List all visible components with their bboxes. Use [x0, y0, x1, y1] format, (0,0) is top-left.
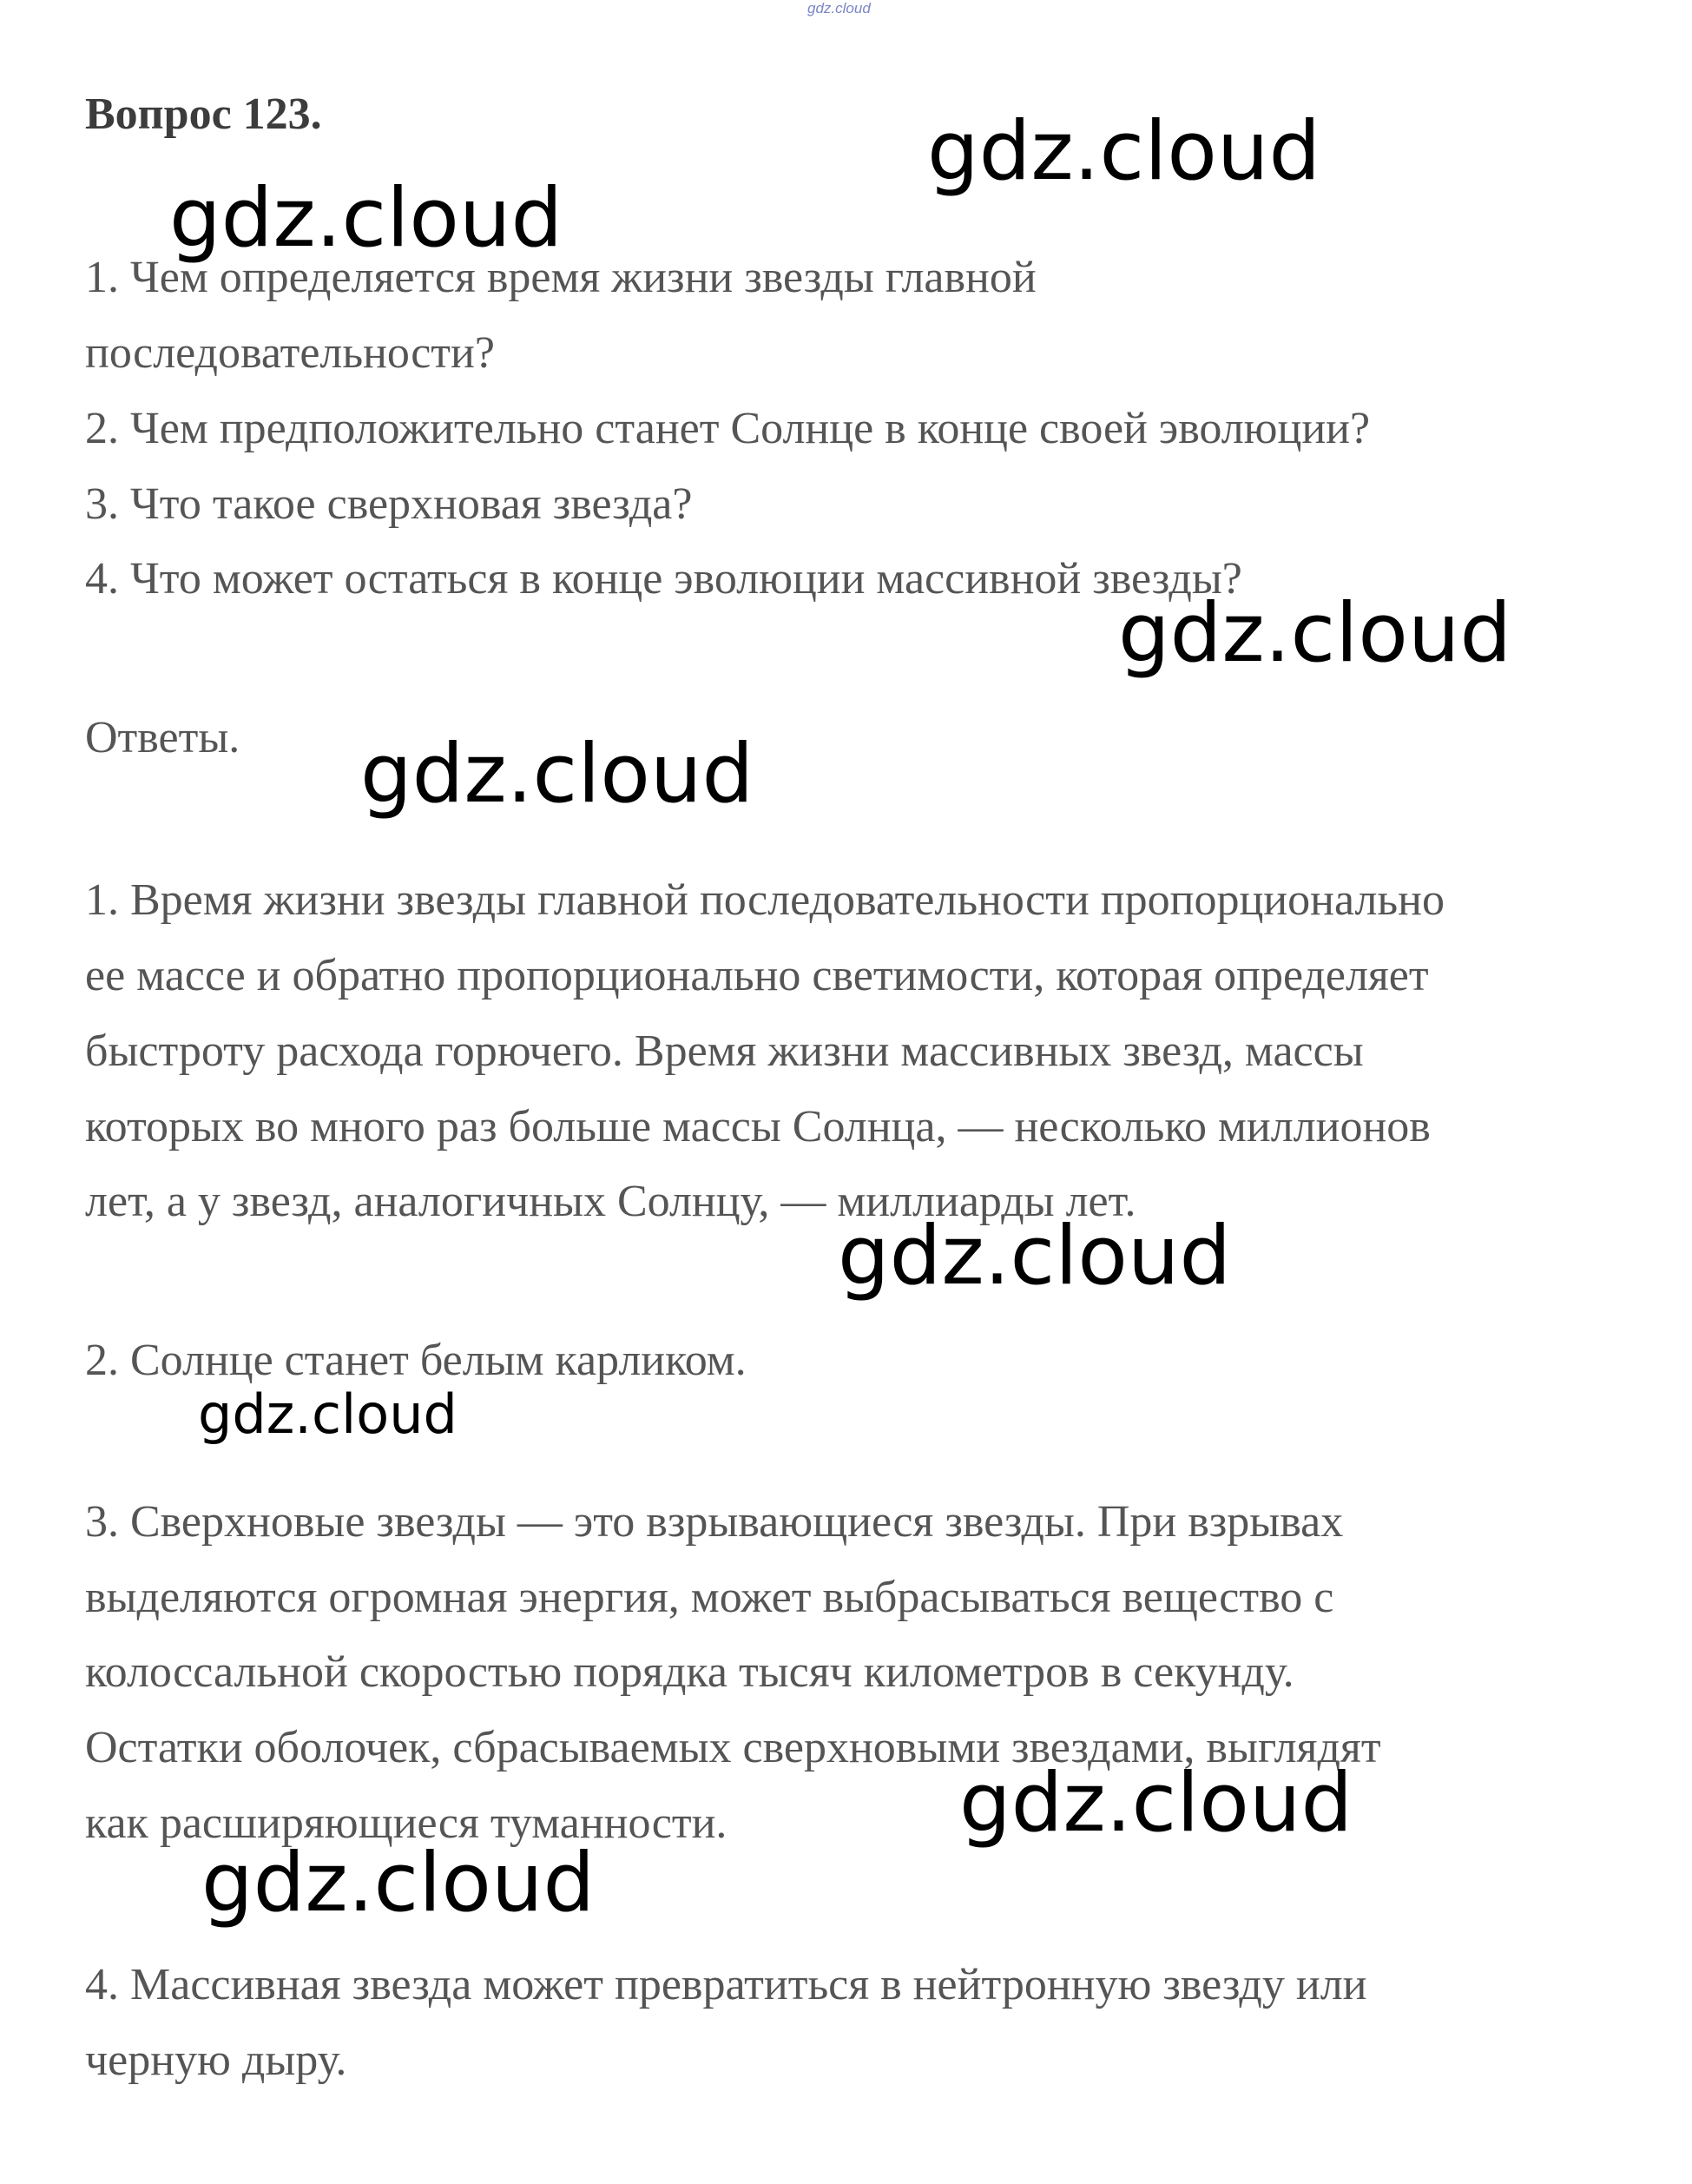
top-watermark: gdz.cloud — [807, 0, 871, 16]
watermark: gdz.cloud — [959, 1756, 1353, 1851]
answer-line: 3. Сверхновые звезды — это взрывающиеся звезды. При взрывах — [85, 1497, 1344, 1547]
page-title: Вопрос 123. — [85, 89, 322, 139]
watermark: gdz.cloud — [198, 1382, 458, 1446]
question-line: 2. Чем предположительно станет Солнце в конце своей эволюции? — [85, 404, 1371, 453]
answer-line: Остатки оболочек, сбрасываемых сверхновыми звездами, выглядят — [85, 1723, 1381, 1772]
answer-line: лет, а у звезд, аналогичных Солнцу, — миллиарды лет. — [85, 1177, 1136, 1226]
question-line: 1. Чем определяется время жизни звезды главной — [85, 253, 1037, 302]
answer-line: ее массе и обратно пропорционально светимости, которая определяет — [85, 951, 1429, 1000]
question-line: последовательности? — [85, 328, 495, 378]
answer-line: быстроту расхода горючего. Время жизни массивных звезд, массы — [85, 1026, 1364, 1076]
answer-line: 1. Время жизни звезды главной последовательности пропорционально — [85, 875, 1445, 925]
answer-line: 2. Солнце станет белым карликом. — [85, 1336, 747, 1385]
question-line: 3. Что такое сверхновая звезда? — [85, 479, 693, 529]
watermark: gdz.cloud — [201, 1836, 596, 1930]
question-line: 4. Что может остаться в конце эволюции массивной звезды? — [85, 554, 1242, 604]
answer-line: 4. Массивная звезда может превратиться в нейтронную звезду или — [85, 1960, 1367, 2009]
answer-line: черную дыру. — [85, 2036, 347, 2085]
watermark: gdz.cloud — [169, 171, 563, 266]
answers-heading: Ответы. — [85, 713, 240, 762]
answer-line: как расширяющиеся туманности. — [85, 1798, 727, 1848]
watermark: gdz.cloud — [927, 104, 1321, 199]
watermark: gdz.cloud — [360, 727, 754, 821]
watermark: gdz.cloud — [838, 1209, 1232, 1303]
watermark: gdz.cloud — [1118, 586, 1512, 681]
answer-line: колоссальной скоростью порядка тысяч километров в секунду. — [85, 1647, 1294, 1697]
answer-line: выделяются огромная энергия, может выбрасываться вещество с — [85, 1573, 1334, 1622]
answer-line: которых во много раз больше массы Солнца, — несколько миллионов — [85, 1102, 1431, 1151]
